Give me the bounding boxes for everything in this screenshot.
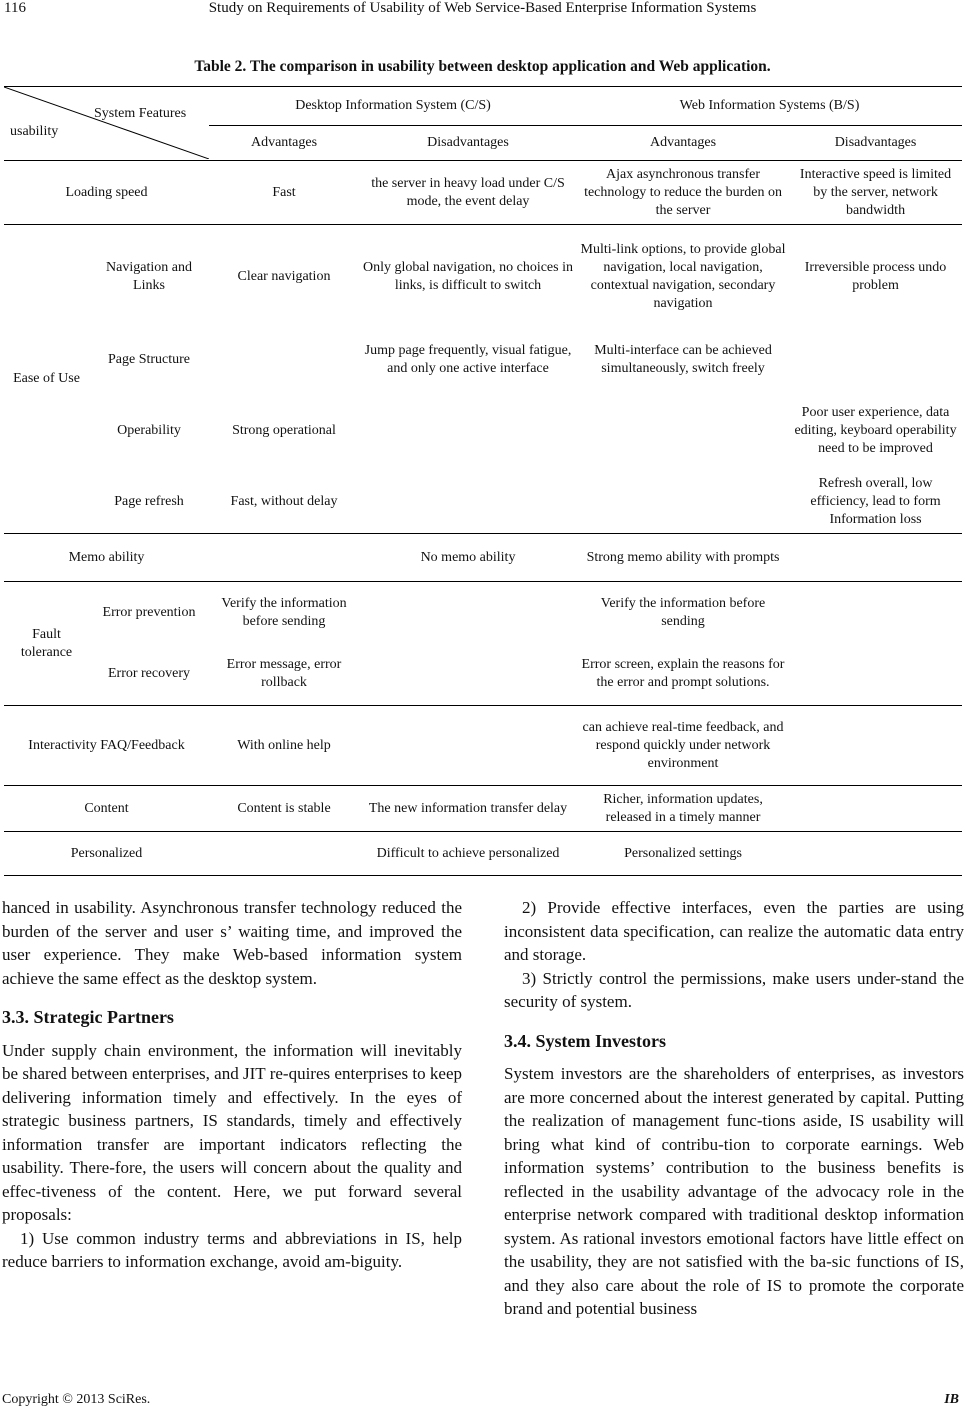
table-corner-cell bbox=[4, 87, 209, 161]
left-column bbox=[2, 896, 462, 1274]
table-cell: Verify the information before sending bbox=[209, 582, 359, 644]
table-row bbox=[4, 225, 962, 329]
table-cell bbox=[577, 391, 789, 471]
table-cell bbox=[209, 329, 359, 391]
table-cell: Clear navigation bbox=[209, 225, 359, 329]
table-cell: Verify the information before sending bbox=[577, 582, 789, 644]
group-header-web: Web Information Systems (B/S) bbox=[577, 87, 962, 126]
paragraph: 1) Use common industry terms and abbreviations in IS, help reduce barriers to information exchange, avoid am-biguity. bbox=[2, 1228, 462, 1271]
row-label: Interactivity FAQ/Feedback bbox=[4, 706, 209, 786]
table-cell bbox=[209, 534, 359, 582]
row-label: Navigation and Links bbox=[89, 225, 209, 329]
right-column bbox=[504, 896, 964, 1321]
group-label: Fault tolerance bbox=[4, 582, 89, 706]
comparison-table bbox=[4, 86, 962, 876]
table-cell: Refresh overall, low efficiency, lead to form Information loss bbox=[810, 475, 941, 527]
table-cell: Fast bbox=[272, 184, 296, 200]
table-cell: Multi-interface can be achieved simultaneously, switch freely bbox=[594, 342, 772, 376]
table-cell: Only global navigation, no choices in links, is difficult to switch bbox=[359, 225, 577, 329]
corner-system-features: System Features bbox=[94, 106, 187, 121]
table-cell: Strong operational bbox=[232, 422, 336, 438]
running-title: Study on Requirements of Usability of Web Service-Based Enterprise Information Systems bbox=[208, 0, 757, 16]
table-cell: Jump page frequently, visual fatigue, and only one active interface bbox=[364, 342, 572, 376]
table-cell: Error message, error rollback bbox=[226, 657, 342, 691]
page-header bbox=[0, 0, 965, 22]
page-number: 116 bbox=[4, 0, 26, 16]
row-label: Personalized bbox=[4, 832, 209, 876]
table-cell: Interactive speed is limited by the server, network bandwidth bbox=[799, 166, 952, 218]
subheader-cell: Advantages bbox=[209, 126, 359, 161]
table-cell bbox=[789, 582, 962, 644]
copyright-notice: Copyright © 2013 SciRes. bbox=[2, 1392, 151, 1407]
table-cell bbox=[789, 832, 962, 876]
row-label: Page refresh bbox=[114, 493, 184, 509]
table-cell bbox=[359, 391, 577, 471]
table-cell: Personalized settings bbox=[577, 832, 789, 876]
section-heading-strategic-partners: 3.3. Strategic Partners bbox=[2, 1007, 174, 1027]
table-cell: Difficult to achieve personalized bbox=[359, 832, 577, 876]
row-label: Error recovery bbox=[107, 666, 190, 682]
table-cell: Fast, without delay bbox=[230, 493, 338, 509]
paragraph: Under supply chain environment, the information will inevitably be shared between enterprises, and JIT re-quires enterprises to keep delivering information timely and effectively. In the eyes of strategic business partners, IS standards, timely and effectively information transfer are important indicators reflecting the usability. There-fore, the users will concern about the quality and effec-tiveness of the content. Here, we put forward several proposals: bbox=[2, 1040, 462, 1224]
table-cell: Strong memo ability with prompts bbox=[577, 534, 789, 582]
row-label: Loading speed bbox=[65, 184, 148, 200]
table-cell: No memo ability bbox=[359, 534, 577, 582]
table-caption: Table 2. The comparison in usability between desktop application and Web application. bbox=[194, 58, 771, 75]
paragraph: hanced in usability. Asynchronous transfer technology reduced the burden of the server and user s’ waiting time, and improved the user experience. They make Web-based information system achieve the same effect as the desktop system. bbox=[2, 898, 462, 988]
table-cell bbox=[789, 534, 962, 582]
table-row bbox=[4, 582, 962, 644]
table-cell: Poor user experience, data editing, keyboard operability need to be improved bbox=[794, 404, 957, 456]
table-row bbox=[4, 534, 962, 582]
table-row bbox=[4, 786, 962, 832]
row-label: Memo ability bbox=[4, 534, 209, 582]
table-cell: Irreversible process undo problem bbox=[789, 225, 962, 329]
table-cell bbox=[359, 471, 577, 534]
group-label: Ease of Use bbox=[4, 225, 89, 534]
subheader-cell: Disadvantages bbox=[789, 126, 962, 161]
paragraph: 3) Strictly control the permissions, make users under-stand the security of system. bbox=[504, 968, 964, 1011]
table-row bbox=[4, 832, 962, 876]
journal-abbrev: IB bbox=[944, 1392, 959, 1407]
table-cell: can achieve real-time feedback, and respond quickly under network environment bbox=[577, 706, 789, 786]
table-cell: Multi-link options, to provide global navigation, local navigation, contextual navigation, secondary navigation bbox=[577, 225, 789, 329]
subheader-cell: Advantages bbox=[577, 126, 789, 161]
table-cell bbox=[789, 706, 962, 786]
table-cell bbox=[359, 582, 577, 644]
section-heading-system-investors: 3.4. System Investors bbox=[504, 1030, 666, 1051]
table-cell bbox=[359, 644, 577, 706]
table-cell bbox=[789, 644, 962, 706]
table-cell: Richer, information updates, released in a timely manner bbox=[577, 786, 789, 832]
table-cell bbox=[577, 471, 789, 534]
table-cell: Error screen, explain the reasons for the error and prompt solutions. bbox=[581, 657, 785, 691]
table-cell: Ajax asynchronous transfer technology to reduce the burden on the server bbox=[584, 166, 782, 218]
table-cell bbox=[359, 706, 577, 786]
table-row bbox=[4, 706, 962, 786]
table-cell: With online help bbox=[209, 706, 359, 786]
table-cell bbox=[789, 786, 962, 832]
table-row bbox=[4, 471, 962, 534]
row-label: Content bbox=[4, 786, 209, 832]
row-label: Operability bbox=[117, 422, 181, 438]
paragraph: 2) Provide effective interfaces, even the parties are using inconsistent data specification, can realize the automatic data entry and storage. bbox=[504, 898, 964, 964]
table-cell: Content is stable bbox=[209, 786, 359, 832]
row-label: Error prevention bbox=[89, 582, 209, 644]
paragraph: System investors are the shareholders of enterprises, as investors are more concerned about the interest generated by capital. Putting the realization of management func-tions aside, IS usability will bring what kind of contribu-tion to corporate earnings. Web information systems’ contribution to the business benefits is reflected in the usability advantage of the advocacy role in the enterprise network compared with traditional desktop information system. As rational investors emotional factors have little effect on the usability, they are not satisfied with the ba-sic functions of IS, and they also care about the role of IS to promote the corporate brand and potential business bbox=[504, 1064, 964, 1318]
table-cell: the server in heavy load under C/S mode, the event delay bbox=[371, 175, 565, 209]
table-row bbox=[4, 644, 962, 706]
row-label: Page Structure bbox=[107, 351, 191, 367]
table-cell bbox=[209, 832, 359, 876]
table-cell: The new information transfer delay bbox=[359, 786, 577, 832]
table-cell bbox=[789, 329, 962, 391]
table-row bbox=[4, 161, 962, 225]
subheader-cell: Disadvantages bbox=[359, 126, 577, 161]
table-row bbox=[4, 329, 962, 391]
table-header-row bbox=[4, 87, 962, 126]
group-header-desktop: Desktop Information System (C/S) bbox=[209, 87, 577, 126]
corner-usability: usability bbox=[10, 124, 59, 139]
table-row bbox=[4, 391, 962, 471]
